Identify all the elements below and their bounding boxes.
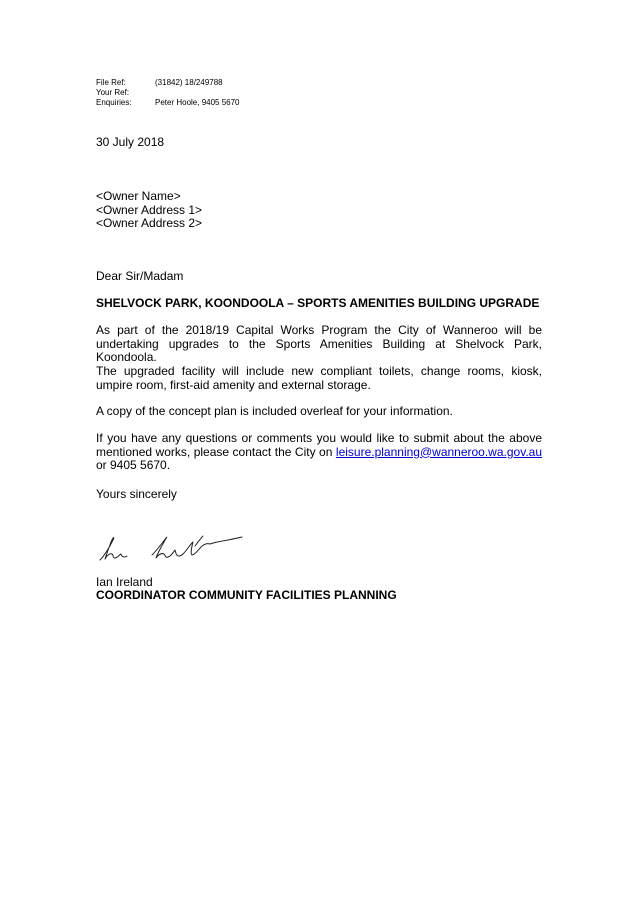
subject-line: SHELVOCK PARK, KOONDOOLA – SPORTS AMENITIES BUILDING UPGRADE: [96, 296, 540, 310]
enquiries-row: [96, 98, 240, 108]
signature-image: [96, 528, 256, 568]
signer-name: Ian Ireland: [96, 575, 153, 589]
body-paragraph-4: [96, 432, 542, 473]
recipient-address-line-1: <Owner Address 1>: [96, 202, 203, 217]
reference-block: [96, 78, 240, 108]
enquiries-label: Enquiries:: [96, 98, 132, 107]
file-ref-value: (31842) 18/249788: [155, 78, 223, 87]
your-ref-row: [96, 88, 240, 98]
paragraph-4-text: If you have any questions or comments you would like to submit about the above mentioned works, please contact the City on: [96, 431, 542, 459]
body-paragraph-3: A copy of the concept plan is included overleaf for your information.: [96, 404, 453, 418]
paragraph-4-tail: or 9405 5670.: [96, 458, 171, 473]
recipient-address: [96, 190, 202, 231]
email-link[interactable]: leisure.planning@wanneroo.wa.gov.au: [335, 444, 542, 459]
letter-date: 30 July 2018: [96, 135, 165, 149]
enquiries-value: Peter Hoole, 9405 5670: [155, 98, 240, 107]
signer-title: COORDINATOR COMMUNITY FACILITIES PLANNING: [96, 588, 397, 602]
your-ref-label: Your Ref:: [96, 88, 130, 97]
recipient-address-line-2: <Owner Address 2>: [96, 216, 203, 230]
file-ref-row: [96, 78, 240, 88]
closing: Yours sincerely: [96, 487, 177, 501]
file-ref-label: File Ref:: [96, 78, 126, 87]
body-paragraph-1: As part of the 2018/19 Capital Works Program the City of Wanneroo will be undertaking upgrades to the Sports Amenities Building at Shelvock Park, Koondoola.: [96, 323, 542, 365]
body-paragraph-2: The upgraded facility will include new compliant toilets, change rooms, kiosk, umpire room, first-aid amenity and external storage.: [96, 364, 542, 392]
recipient-name: <Owner Name>: [96, 189, 181, 203]
salutation: Dear Sir/Madam: [96, 269, 184, 283]
